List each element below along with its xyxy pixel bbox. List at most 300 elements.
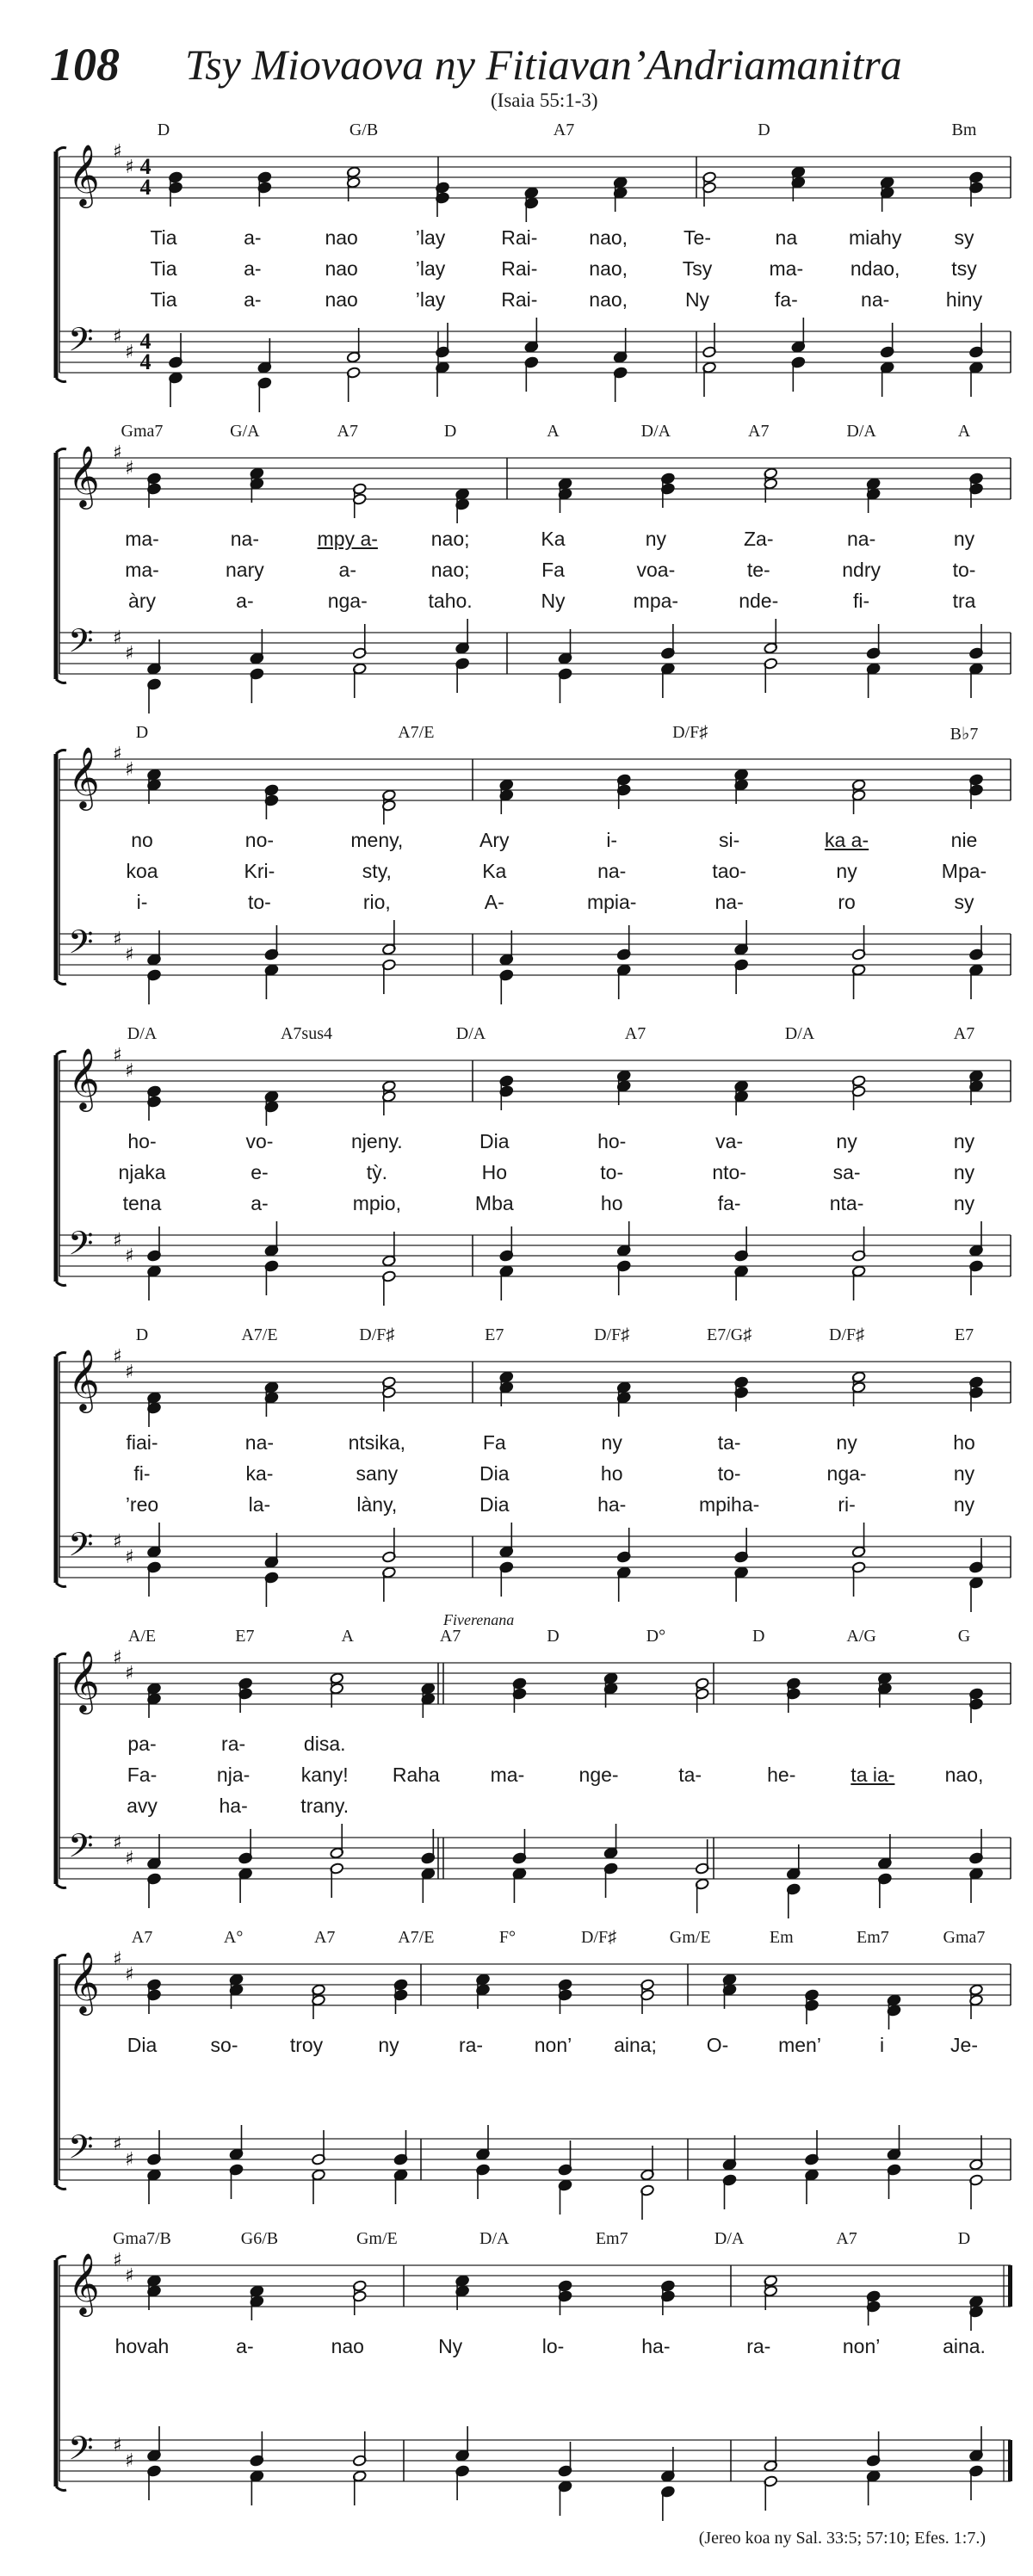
bass-chord-11: [969, 2135, 984, 2209]
bass-chord-1: [147, 2426, 162, 2500]
lyric-syllable: Ary: [479, 829, 510, 851]
lyric-syllable: làny,: [356, 1493, 398, 1516]
chord-symbol: A7/E: [241, 1325, 278, 1344]
bass-chord-4: [393, 2130, 408, 2204]
chord-symbol: D/A: [714, 2229, 745, 2248]
chord-symbol: D: [135, 1325, 149, 1344]
treble-chord-7: [851, 779, 866, 814]
lyric-syllable: ho: [600, 1462, 623, 1485]
lyric-syllable: hovah: [114, 2335, 170, 2357]
lyric-syllable: i-: [136, 891, 148, 913]
bass-chord-8: [791, 318, 806, 392]
lyric-syllable: nge-: [578, 1764, 619, 1786]
bass-chord-2: [257, 338, 272, 412]
key-sharp-icon: ♯: [113, 2435, 122, 2456]
bass-chord-9: [880, 323, 894, 397]
chord-symbol: A/G: [846, 1627, 876, 1646]
lyric-syllable: aina.: [943, 2335, 986, 2357]
treble-clef-icon: 𝄞: [68, 1348, 100, 1411]
lyric-syllable: ra-: [221, 1733, 246, 1755]
chord-symbol: D: [752, 1627, 765, 1646]
lyric-syllable: njaka: [118, 1161, 166, 1183]
lyric-syllable: Te-: [684, 226, 711, 249]
lyric-syllable: fi-: [133, 1462, 151, 1485]
key-sharp-icon: ♯: [113, 1045, 122, 1066]
chord-symbol: G: [957, 1627, 971, 1646]
treble-chord-6: [558, 1979, 572, 2014]
lyric-syllable: a-: [338, 559, 356, 581]
bass-chord-7: [851, 925, 866, 999]
treble-chord-9: [969, 2295, 984, 2331]
lyric-syllable: ma-: [490, 1764, 525, 1786]
lyric-syllable: nta-: [829, 1192, 864, 1214]
scripture-reference: (Isaia 55:1-3): [491, 90, 598, 111]
lyric-syllable: ny: [953, 1462, 975, 1485]
chord-symbol: Em7: [595, 2229, 628, 2248]
chord-symbol: A: [957, 422, 971, 441]
lyric-syllable: ny: [953, 1493, 975, 1516]
treble-chord-4: [393, 1979, 408, 2014]
treble-chord-5: [512, 1677, 527, 1713]
key-sharp-icon: ♯: [113, 326, 122, 348]
chord-symbol: A7: [337, 422, 358, 441]
music-system-7: [47, 1928, 999, 2186]
lyric-syllable: nao: [325, 257, 358, 280]
lyric-verse-1: [47, 2335, 999, 2361]
lyric-syllable: Fa: [541, 559, 565, 581]
treble-chord-8: [969, 774, 984, 809]
treble-chord-10: [969, 1688, 984, 1723]
treble-chord-3: [382, 1376, 397, 1412]
lyric-syllable: ny: [953, 1192, 975, 1214]
treble-chord-6: [734, 1080, 749, 1115]
treble-chord-5: [476, 1974, 491, 2009]
chord-symbol: Bm: [951, 120, 977, 139]
lyric-syllable: Za-: [744, 528, 774, 550]
lyric-syllable: Dia: [479, 1462, 510, 1485]
bass-chord-8: [866, 2431, 881, 2505]
treble-chord-1: [147, 2275, 162, 2310]
key-sharp-icon: ♯: [125, 944, 134, 966]
lyric-syllable: ny: [645, 528, 667, 550]
key-sharp-icon: ♯: [113, 627, 122, 649]
chord-symbol: A7: [553, 120, 575, 139]
lyric-syllable: avy: [127, 1795, 158, 1817]
treble-chord-6: [603, 1672, 618, 1708]
lyric-syllable: a-: [244, 288, 262, 311]
lyric-verse-3: [47, 1795, 999, 1820]
bass-chord-8: [969, 1538, 984, 1612]
lyric-syllable: ndao,: [850, 257, 900, 280]
chord-symbol: E7/G♯: [707, 1325, 752, 1344]
treble-clef-icon: 𝄞: [68, 745, 100, 808]
lyric-syllable: mpio,: [352, 1192, 401, 1214]
lyric-syllable: ra-: [458, 2034, 484, 2056]
treble-chord-8: [791, 166, 806, 201]
lyric-syllable: si-: [719, 829, 740, 851]
lyric-syllable: sany: [356, 1462, 399, 1485]
lyric-syllable: to-: [248, 891, 271, 913]
music-system-5: [47, 1325, 999, 1584]
lyric-syllable: meny,: [350, 829, 404, 851]
treble-chord-8: [866, 2290, 881, 2326]
lyric-verse-3: [47, 288, 999, 314]
bass-chord-6: [603, 1824, 618, 1898]
lyric-syllable: nao: [331, 2335, 364, 2357]
treble-chord-2: [250, 2285, 264, 2320]
bass-chord-1: [169, 333, 183, 407]
bass-chord-10: [969, 323, 984, 397]
lyric-verse-2: [47, 257, 999, 283]
bass-clef-icon: 𝄢: [68, 2429, 94, 2475]
key-sharp-icon: ♯: [113, 1346, 122, 1368]
bass-chord-7: [851, 1226, 866, 1300]
lyric-syllable: ny: [953, 528, 975, 550]
lyric-syllable: ra-: [746, 2335, 771, 2357]
chord-symbol: A7: [624, 1024, 646, 1043]
lyric-syllable: nto-: [712, 1161, 746, 1183]
bass-chord-4: [455, 619, 470, 693]
chord-symbol: E7: [954, 1325, 974, 1344]
lyric-syllable: va-: [715, 1130, 744, 1152]
lyric-syllable: ny: [953, 1130, 975, 1152]
chord-symbol: E7: [485, 1325, 504, 1344]
bass-chord-4: [499, 1226, 514, 1300]
lyric-syllable: to-: [717, 1462, 741, 1485]
treble-chord-6: [613, 176, 628, 212]
key-sharp-icon: ♯: [113, 141, 122, 163]
treble-chord-3: [352, 483, 367, 518]
bass-chord-3: [352, 2431, 367, 2505]
chord-symbol: A°: [223, 1928, 244, 1947]
treble-chord-5: [616, 1070, 631, 1105]
lyric-syllable: Dia: [127, 2034, 158, 2056]
bass-staff: [59, 923, 1011, 975]
bass-chord-5: [476, 2125, 491, 2199]
bass-chord-1: [147, 1834, 162, 1908]
lyric-syllable: Ka: [541, 528, 566, 550]
chord-symbol: A7/E: [398, 723, 435, 742]
bass-chord-7: [695, 1839, 709, 1913]
bass-chord-4: [455, 2426, 470, 2500]
lyric-syllable: a-: [236, 590, 254, 612]
bass-chord-6: [734, 920, 749, 994]
lyric-syllable: nao,: [944, 1764, 984, 1786]
lyric-verse-1: [47, 1431, 999, 1457]
lyric-syllable: ny: [601, 1431, 622, 1454]
treble-chord-3: [330, 1672, 344, 1708]
lyric-syllable: ndry: [842, 559, 881, 581]
bass-clef-icon: 𝄢: [68, 621, 94, 668]
lyric-syllable: sy: [954, 226, 974, 249]
key-sharp-icon: ♯: [113, 1949, 122, 1970]
lyric-syllable: nao: [325, 288, 358, 311]
lyric-syllable: i-: [606, 829, 618, 851]
lyric-syllable: Kri-: [244, 860, 275, 882]
treble-clef-icon: 𝄞: [68, 444, 100, 507]
lyric-syllable: a-: [244, 226, 262, 249]
lyric-syllable: nie: [950, 829, 978, 851]
lyric-syllable: Mba: [474, 1192, 514, 1214]
lyric-syllable: Ny: [684, 288, 710, 311]
chord-symbol: E7: [235, 1627, 255, 1646]
chord-symbol: D/A: [455, 1024, 486, 1043]
chord-symbol: A7: [313, 1928, 336, 1947]
lyric-syllable: nary: [226, 559, 264, 581]
lyric-syllable: Rai-: [501, 257, 538, 280]
lyric-verse-3: [47, 1493, 999, 1519]
chord-symbol: A/E: [127, 1627, 157, 1646]
treble-chord-9: [969, 473, 984, 508]
treble-chord-7: [702, 171, 717, 207]
key-sharp-icon: ♯: [113, 1230, 122, 1251]
treble-chord-3: [352, 2280, 367, 2315]
treble-chord-9: [880, 176, 894, 212]
lyric-syllable: te-: [746, 559, 770, 581]
chord-symbol: D°: [646, 1627, 666, 1646]
chord-symbol: A7: [953, 1024, 975, 1043]
treble-clef-icon: 𝄞: [68, 2252, 100, 2314]
lyric-syllable: ho: [600, 1192, 623, 1214]
bass-clef-icon: 𝄢: [68, 320, 94, 367]
bass-chord-3: [382, 1528, 397, 1602]
bass-chord-5: [616, 1528, 631, 1602]
bass-clef-icon: 𝄢: [68, 923, 94, 969]
treble-chord-8: [969, 1070, 984, 1105]
chord-symbol: Em7: [856, 1928, 889, 1947]
lyric-syllable: nao: [325, 226, 358, 249]
bass-chord-7: [640, 2146, 655, 2220]
treble-chord-4: [499, 779, 514, 814]
chord-symbol: A: [547, 422, 560, 441]
treble-chord-2: [264, 784, 279, 819]
chord-symbol: D: [957, 2229, 971, 2248]
bass-chord-1: [147, 639, 162, 713]
treble-chord-1: [147, 1979, 162, 2014]
bass-chord-3: [352, 624, 367, 698]
staff-graphics: [47, 1928, 1016, 2203]
lyric-syllable: nao;: [430, 559, 470, 581]
lyric-verse-3: [47, 1192, 999, 1218]
bass-chord-2: [229, 2125, 244, 2199]
bass-clef-icon: 𝄢: [68, 1826, 94, 1873]
treble-chord-1: [147, 1085, 162, 1121]
bass-chord-5: [616, 925, 631, 999]
bass-chord-3: [382, 920, 397, 994]
chord-symbol: D: [547, 1627, 560, 1646]
lyric-syllable: ny: [378, 2034, 399, 2056]
chord-symbol: D/A: [846, 422, 876, 441]
chord-symbol: Gma7: [121, 422, 164, 441]
lyric-syllable: Mpa-: [941, 860, 987, 882]
treble-clef-icon: 𝄞: [68, 143, 100, 206]
treble-chord-2: [264, 1381, 279, 1417]
treble-chord-2: [250, 467, 264, 503]
treble-chord-7: [851, 1371, 866, 1406]
lyric-verse-3: [47, 891, 999, 917]
final-bar-line: [1008, 2440, 1012, 2481]
treble-staff: [59, 1949, 1011, 2016]
bass-chord-9: [805, 2130, 820, 2204]
key-sharp-icon: ♯: [113, 1647, 122, 1669]
treble-clef-icon: 𝄞: [68, 1047, 100, 1109]
lyric-syllable: lo-: [541, 2335, 565, 2357]
lyric-syllable: tra: [952, 590, 976, 612]
key-sharp-icon: ♯: [125, 458, 134, 479]
lyric-verse-1: [47, 1130, 999, 1156]
lyric-syllable: nao;: [430, 528, 470, 550]
lyric-syllable: njeny.: [351, 1130, 403, 1152]
chord-symbol: A7sus4: [280, 1024, 333, 1043]
music-system-4: [47, 1024, 999, 1282]
lyric-syllable: a-: [251, 1192, 269, 1214]
bass-chord-3: [382, 1232, 397, 1306]
lyric-syllable: Tsy: [682, 257, 713, 280]
lyric-syllable: taho.: [428, 590, 473, 612]
lyric-syllable: Fa: [482, 1431, 506, 1454]
chord-symbol: Gm/E: [356, 2229, 398, 2248]
lyric-syllable: sty,: [362, 860, 392, 882]
lyric-syllable: to-: [600, 1161, 624, 1183]
bass-chord-3: [312, 2130, 326, 2204]
time-signature-digit: 4: [139, 154, 152, 179]
lyric-syllable: he-: [767, 1764, 796, 1786]
lyric-syllable: nde-: [739, 590, 779, 612]
lyric-syllable: ta-: [678, 1764, 702, 1786]
bass-chord-8: [969, 925, 984, 999]
treble-chord-8: [786, 1677, 801, 1713]
lyric-syllable: hiny: [945, 288, 983, 311]
chord-symbol: D/F♯: [580, 1928, 617, 1947]
chord-symbol: G/B: [349, 120, 379, 139]
lyric-syllable: Ka: [482, 860, 507, 882]
time-signature-digit: 4: [139, 349, 152, 374]
treble-chord-10: [969, 171, 984, 207]
lyric-syllable: ’lay: [415, 288, 446, 311]
lyric-syllable: Fa-: [127, 1764, 158, 1786]
lyric-syllable: koa: [126, 860, 158, 882]
key-sharp-icon: ♯: [125, 1060, 134, 1082]
lyric-syllable: mpa-: [633, 590, 679, 612]
treble-chord-7: [695, 1677, 709, 1713]
treble-chord-3: [382, 1080, 397, 1115]
bass-chord-4: [499, 1523, 514, 1597]
lyric-syllable: àry: [128, 590, 156, 612]
chord-symbol: D/F♯: [594, 1325, 630, 1344]
bass-chord-9: [969, 624, 984, 698]
lyric-syllable: ’lay: [415, 257, 446, 280]
chord-symbol: D/F♯: [672, 723, 708, 742]
lyric-syllable: Raha: [392, 1764, 440, 1786]
lyric-syllable: ho-: [127, 1130, 157, 1152]
treble-chord-2: [238, 1677, 253, 1713]
treble-staff: [59, 1346, 1011, 1413]
bass-chord-3: [330, 1824, 344, 1898]
bass-staff: [59, 2429, 1011, 2481]
bass-chord-5: [558, 2442, 572, 2516]
bass-chord-8: [786, 1844, 801, 1918]
treble-chord-2: [257, 171, 272, 207]
lyric-verse-2: [47, 1764, 999, 1789]
chord-symbol: D: [135, 723, 149, 742]
lyric-syllable: na-: [597, 860, 627, 882]
lyric-syllable: Ho: [481, 1161, 507, 1183]
key-sharp-icon: ♯: [125, 759, 134, 781]
lyric-syllable: ny: [953, 1161, 975, 1183]
lyric-syllable: nja-: [216, 1764, 251, 1786]
treble-chord-3: [312, 1984, 326, 2019]
treble-chord-1: [147, 473, 162, 508]
bass-chord-5: [558, 629, 572, 703]
lyric-syllable: ho: [953, 1431, 975, 1454]
treble-chord-8: [722, 1974, 737, 2009]
key-sharp-icon: ♯: [125, 2450, 134, 2472]
lyric-syllable: na-: [714, 891, 744, 913]
treble-chord-7: [764, 2275, 778, 2310]
bass-chord-5: [512, 1829, 527, 1903]
lyric-syllable: troy: [289, 2034, 324, 2056]
chord-symbol: A7: [439, 1627, 461, 1646]
key-sharp-icon: ♯: [113, 2134, 122, 2155]
treble-chord-9: [805, 1989, 820, 2024]
lyric-syllable: so-: [210, 2034, 238, 2056]
lyric-syllable: mpia-: [586, 891, 637, 913]
lyric-syllable: ta ia-: [851, 1764, 895, 1786]
key-sharp-icon: ♯: [113, 744, 122, 765]
lyric-syllable: na-: [244, 1431, 275, 1454]
treble-chord-4: [499, 1075, 514, 1110]
lyric-verse-3: [47, 590, 999, 615]
lyric-syllable: Tia: [150, 257, 177, 280]
treble-chord-1: [169, 171, 183, 207]
footer-reference: (Jereo koa ny Sal. 33:5; 57:10; Efes. 1:7.): [698, 2529, 986, 2548]
key-sharp-icon: ♯: [125, 342, 134, 363]
lyric-syllable: Ny: [541, 590, 566, 612]
bass-chord-6: [734, 1528, 749, 1602]
lyric-syllable: ho-: [597, 1130, 627, 1152]
chord-symbol: G6/B: [240, 2229, 279, 2248]
lyric-syllable: na-: [861, 288, 890, 311]
lyric-verse-2: [47, 860, 999, 886]
lyric-syllable: nao,: [589, 257, 628, 280]
treble-chord-1: [147, 1683, 162, 1718]
chord-symbol: Gma7: [943, 1928, 986, 1947]
lyric-syllable: tsy: [951, 257, 977, 280]
chord-symbol: D/F♯: [359, 1325, 395, 1344]
key-sharp-icon: ♯: [125, 1547, 134, 1568]
bass-clef-icon: 𝄢: [68, 2128, 94, 2174]
lyric-verse-2: [47, 1161, 999, 1187]
bass-chord-10: [887, 2125, 901, 2199]
lyric-syllable: Dia: [479, 1130, 510, 1152]
chord-symbol: Em: [769, 1928, 794, 1947]
treble-chord-3: [382, 789, 397, 825]
lyric-syllable: ha-: [597, 1493, 627, 1516]
lyric-syllable: no-: [244, 829, 275, 851]
key-sharp-icon: ♯: [125, 1362, 134, 1383]
lyric-syllable: tỳ.: [366, 1161, 387, 1183]
lyric-syllable: Rai-: [501, 288, 538, 311]
bass-chord-6: [734, 1226, 749, 1300]
lyric-syllable: ny: [836, 1130, 857, 1152]
chord-symbol: D: [443, 422, 457, 441]
lyric-syllable: ny: [836, 860, 857, 882]
lyric-syllable: fa-: [717, 1192, 741, 1214]
treble-chord-1: [147, 1392, 162, 1427]
lyric-syllable: Dia: [479, 1493, 510, 1516]
bass-chord-1: [147, 1523, 162, 1597]
treble-chord-9: [878, 1672, 893, 1708]
